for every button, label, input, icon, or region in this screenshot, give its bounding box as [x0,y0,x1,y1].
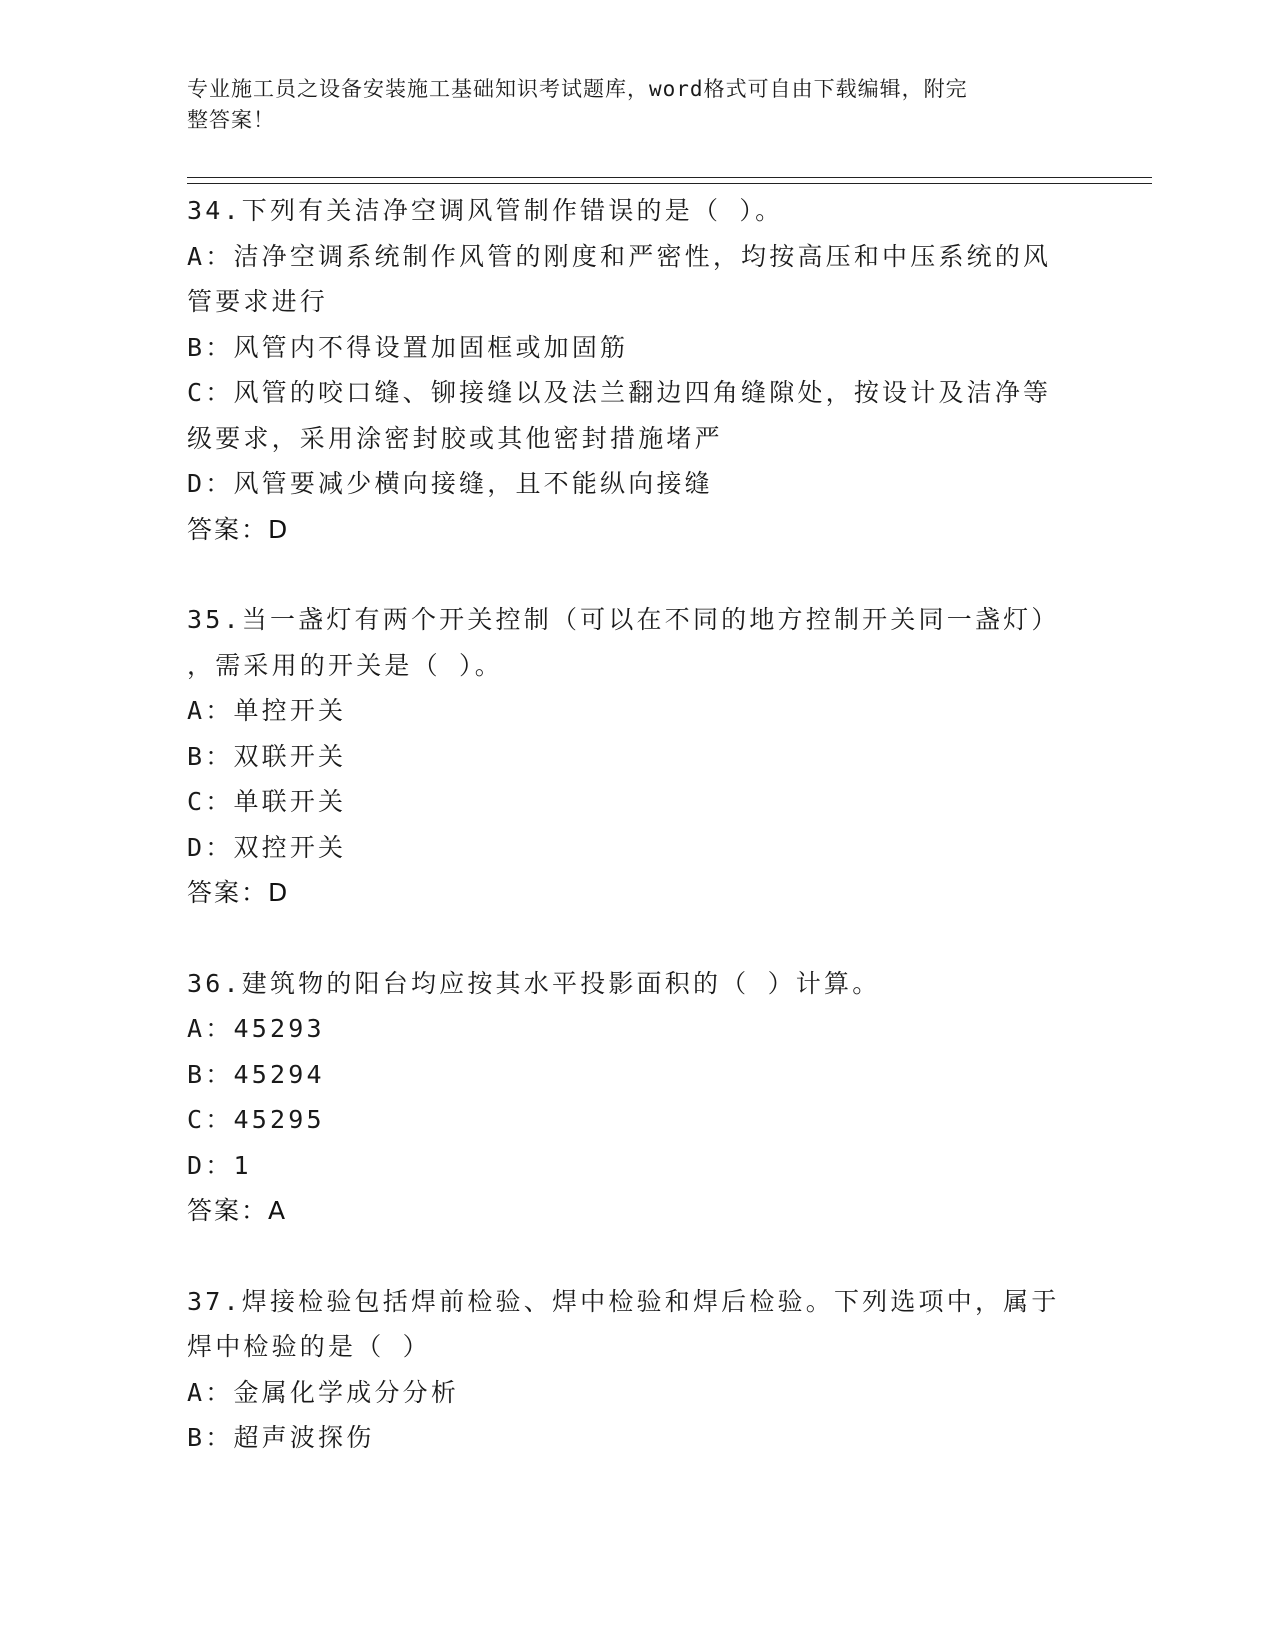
question-stem-line: 34.下列有关洁净空调风管制作错误的是（ ）。 [187,196,784,225]
answer-line: 答案：D [187,878,290,907]
question-list [187,188,1087,1506]
question-block [187,1279,1087,1461]
option-line: D：双控开关 [187,832,347,862]
header-line-1: 专业施工员之设备安装施工基础知识考试题库，word格式可自由下载编辑，附完 [187,77,968,101]
option-line: C：单联开关 [187,787,347,816]
option-line: D：风管要减少横向接缝，且不能纵向接缝 [187,469,713,498]
document-header [187,74,1067,136]
question-block [187,188,1087,552]
question-stem-line: 焊中检验的是（ ） [187,1332,431,1361]
option-line: 级要求，采用涂密封胶或其他密封措施堵严 [187,423,723,453]
answer-line: 答案：A [187,1196,288,1225]
answer-line: 答案：D [187,514,290,544]
question-stem-line: 36.建筑物的阳台均应按其水平投影面积的（ ）计算。 [187,968,881,998]
option-line: A：45293 [187,1014,325,1043]
option-line: A：洁净空调系统制作风管的刚度和严密性，均按高压和中压系统的风 [187,241,1052,271]
header-rule-bottom [187,183,1152,184]
header-rule-top [187,177,1152,178]
option-line: B：超声波探伤 [187,1423,375,1452]
option-line: A：金属化学成分分析 [187,1377,460,1407]
question-block [187,597,1087,916]
question-stem-line: 35.当一盏灯有两个开关控制（可以在不同的地方控制开关同一盏灯） [187,605,1060,634]
option-line: C：45295 [187,1105,325,1134]
option-line: D：1 [187,1150,252,1180]
option-line: 管要求进行 [187,287,329,316]
header-line-2: 整答案！ [187,108,275,132]
option-line: B：45294 [187,1059,325,1089]
question-block [187,961,1087,1234]
option-line: A：单控开关 [187,696,347,725]
question-stem-line: 37.焊接检验包括焊前检验、焊中检验和焊后检验。下列选项中，属于 [187,1286,1060,1316]
option-line: B：双联开关 [187,741,347,771]
option-line: B：风管内不得设置加固框或加固筋 [187,332,629,362]
question-stem-line: ，需采用的开关是（ ）。 [187,650,503,680]
option-line: C：风管的咬口缝、铆接缝以及法兰翻边四角缝隙处，按设计及洁净等 [187,378,1052,407]
